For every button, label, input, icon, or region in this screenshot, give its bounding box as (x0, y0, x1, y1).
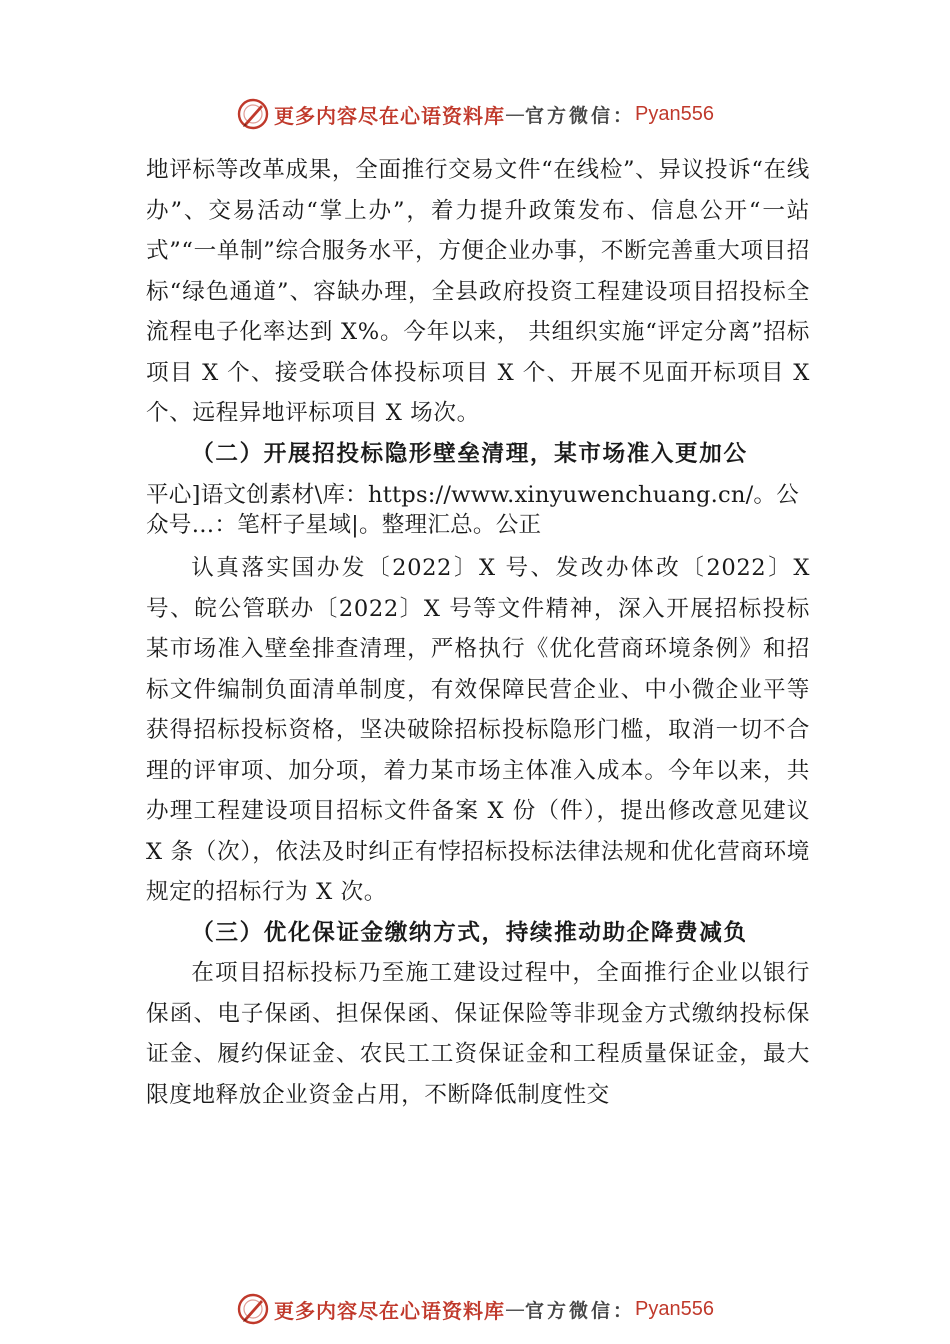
paragraph-1: 地评标等改革成果，全面推行交易文件“在线检”、异议投诉“在线办”、交易活动“掌上办”，着力提升政策发布、信息公开“一站式”“一单制”综合服务水平，方便企业办事，不断完善重大项目招标“绿色通道”、容缺办理，全县政府投资工程建设项目招投标全流程电子化率达到 X%。今年以来， 共组织实施“评定分离”招标项目 X 个、接受联合体投标项目 X 个、开展不见面开标项目 X 个、远程异地评标项目 X 场次。 (146, 157, 810, 426)
banner-brand-text: 更多内容尽在心语资料库 (274, 103, 505, 128)
banner-brand-text: 更多内容尽在心语资料库 (274, 1298, 505, 1323)
paragraph-2: 认真落实国办发〔2022〕X 号、发改办体改〔2022〕X 号、皖公管联办〔2022〕X 号等文件精神，深入开展招标投标某市场准入壁垒排查清理，严格执行《优化营商环境条例》和招标文件编制负面清单制度，有效保障民营企业、中小微企业平等获得招标投标资格，坚决破除招标投标隐形门槛，取消一切不合理的评审项、加分项，着力某市场主体准入成本。今年以来，共办理工程建设项目招标文件备案 X 份（件），提出修改意见建议 X 条（次），依法及时纠正有悖招标投标法律法规和优化营商环境规定的招标行为 X 次。 (146, 555, 810, 905)
banner-wechat-id: Pyan556 (635, 1297, 714, 1320)
footer-banner (0, 1287, 950, 1331)
banner-dash: — (505, 102, 525, 126)
banner-label: 官方微信： (525, 104, 636, 127)
brand-logo-icon (236, 1292, 270, 1326)
brand-logo-icon (236, 97, 270, 131)
header-banner (0, 92, 950, 136)
source-watermark-text: 平心]语文创素材\库：https://www.xinyuwenchuang.cn/。公众号…：笔杆子星域|。整理汇总。公正 (146, 482, 800, 538)
banner-wechat-id: Pyan556 (635, 102, 714, 125)
banner-label: 官方微信： (525, 1299, 636, 1322)
section-heading-2: （二）开展招投标隐形壁垒清理，某市场准入更加公 (191, 440, 748, 467)
document-body (146, 150, 810, 1115)
section-heading-3: （三）优化保证金缴纳方式，持续推动助企降费减负 (191, 919, 748, 946)
banner-dash: — (505, 1297, 525, 1321)
paragraph-3: 在项目招标投标乃至施工建设过程中，全面推行企业以银行保函、电子保函、担保保函、保证保险等非现金方式缴纳投标保证金、履约保证金、农民工工资保证金和工程质量保证金，最大限度地释放企业资金占用，不断降低制度性交 (146, 960, 810, 1108)
